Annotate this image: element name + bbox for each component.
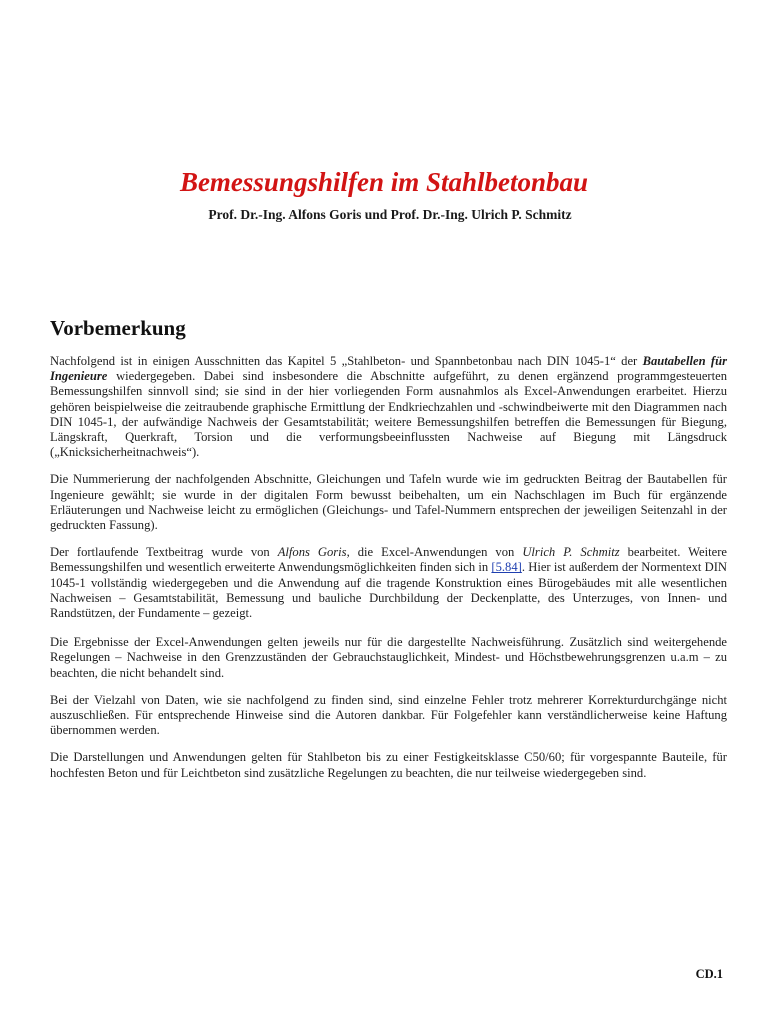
paragraph-1 — [50, 354, 727, 460]
author-goris-emphasis: Alfons Goris — [277, 545, 347, 560]
reference-link[interactable]: [5.84] — [491, 560, 522, 575]
book-title-emphasis: Bautabellen für Ingenieure — [50, 354, 727, 384]
author-schmitz-emphasis: Ulrich P. Schmitz — [522, 545, 620, 560]
paragraph-5: Bei der Vielzahl von Daten, wie sie nachfolgend zu finden sind, sind einzelne Fehler trotz mehrerer Korrekturdurchgänge nicht auszuschließen. Für entsprechende Hinweise sind die Autoren dankbar. Für Folgefehler kann verständlicherweise keine Haftung übernommen werden. — [50, 692, 727, 738]
paragraph-3-text-f: . Hier ist außerdem der Normentext DIN 1045-1 vollständig wiedergegeben und die Anwendung auf die tragende Konstruktion eines Bürogebäudes mit alle wesentlichen Nachweisen – Gesamtstabilität, Bemessung und bauliche Durchbildung der Deckenplatte, des Unterzuges, von Innen- und Randstützen, der Fundamente – gezeigt. — [50, 560, 727, 621]
paragraph-3-text-c: , die Excel-Anwendungen von — [346, 545, 523, 560]
document-title: Bemessungshilfen im Stahlbetonbau — [179, 167, 589, 197]
document-authors: Prof. Dr.-Ing. Alfons Goris und Prof. Dr.-Ing. Ulrich P. Schmitz — [208, 207, 572, 222]
paragraph-3-text-a: Der fortlaufende Textbeitrag wurde von — [50, 545, 278, 560]
page-number: CD.1 — [695, 967, 723, 981]
paragraph-4: Die Ergebnisse der Excel-Anwendungen gelten jeweils nur für die dargestellte Nachweisführung. Zusätzlich sind weitergehende Regelungen – Nachweise in den Grenzzuständen der Gebrauchstauglichkeit, Mindest- und Höchstbewehrungsgrenzen u.a.m – zu beachten, die nicht behandelt sind. — [50, 635, 727, 680]
paragraph-3 — [50, 545, 727, 621]
paragraph-6: Die Darstellungen und Anwendungen gelten für Stahlbeton bis zu einer Festigkeitsklasse C50/60; für vorgespannte Bauteile, für hochfesten Beton und für Leichtbeton sind zusätzliche Regelungen zu beachten, die nur teilweise wiedergegeben sind. — [50, 750, 727, 780]
paragraph-3-text-e: bearbeitet. Weitere Bemessungshilfen und wesentlich erweiterte Anwendungsmöglichkeiten finden sich in — [50, 545, 728, 575]
paragraph-1-text-c: wiedergegeben. Dabei sind insbesondere die Abschnitte aufgeführt, zu denen ergänzend programmgesteuerten Bemessungshilfen sinnvoll sind; sie sind in der hier vorliegenden Form ausnahmlos als Excel-Anwendungen erarbeitet. Hierzu gehören beispielweise die zeitraubende graphische Ermittlung der Endkriechzahlen und -schwindbeiwerte mit den Diagrammen nach DIN 1045-1, der aufwändige Nachweis der Gesamtstabilität; weitere Bemessungshilfen betreffen die Bemessungen für Biegung, Längskraft, Querkraft, Torsion und die verformungsbeeinflussten Nachweise auf Biegung mit Längsdruck („Knicksicherheitnachweis“). — [50, 369, 727, 460]
body-text — [50, 354, 727, 793]
section-heading: Vorbemerkung — [50, 316, 186, 340]
paragraph-2: Die Nummerierung der nachfolgenden Abschnitte, Gleichungen und Tafeln wurde wie im gedruckten Beitrag der Bautabellen für Ingenieure gewählt; sie wurde in der digitalen Form bewusst beibehalten, um ein Nachschlagen im Buch für ergänzende Erläuterungen und Nachweise leicht zu ermöglichen (Gleichungs- und Tafel-Nummern entsprechen der jeweiligen Seitenzahl in der gedruckten Fassung). — [50, 472, 727, 533]
paragraph-1-text-a: Nachfolgend ist in einigen Ausschnitten das Kapitel 5 „Stahlbeton- und Spannbetonbau nach DIN 1045-1“ der — [50, 354, 643, 368]
